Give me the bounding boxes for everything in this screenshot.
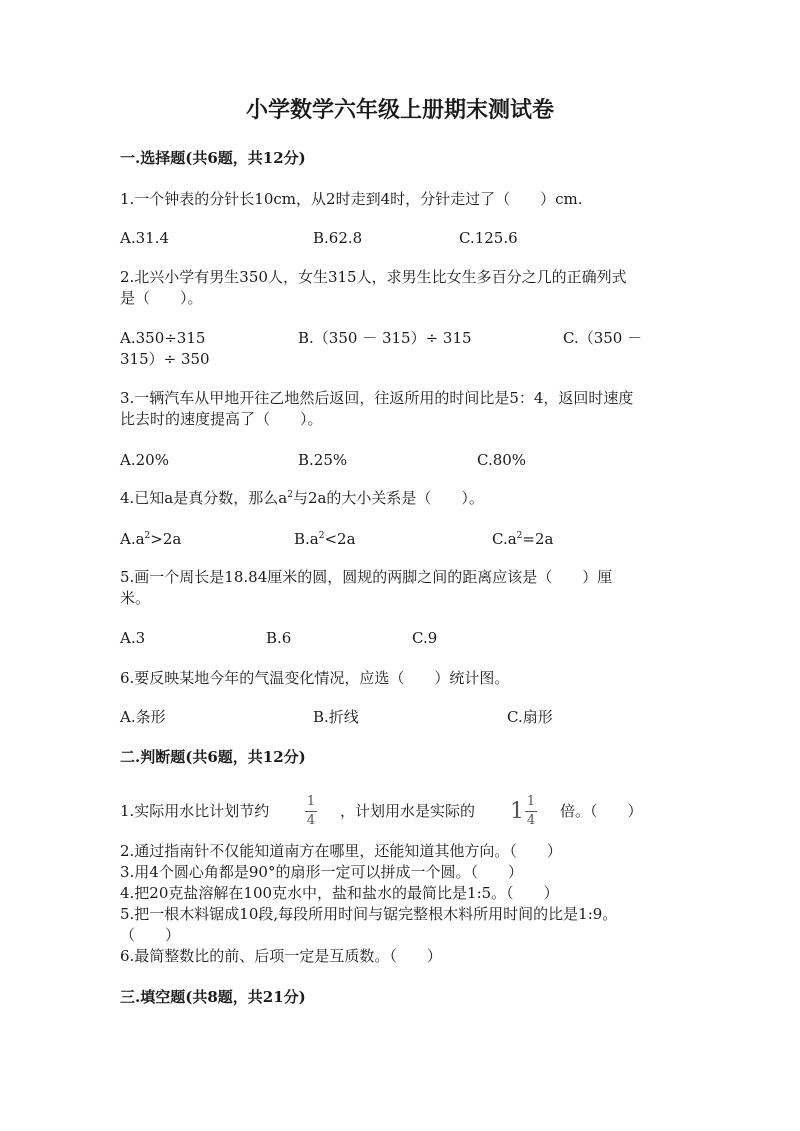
mixed-fraction-bar (525, 811, 537, 812)
question-5-option-c: C.9 (412, 629, 438, 647)
question-3-option-b: B.25% (298, 451, 348, 469)
fraction-one-quarter (305, 795, 317, 828)
question-2-stem-line1: 2.北兴小学有男生350人，女生315人，求男生比女生多百分之几的正确列式 (120, 268, 627, 286)
question-4-option-a: $A.a^2>2a$ (120, 530, 182, 548)
question-2-stem-line2: 是（ ）。 (120, 289, 203, 307)
question-3-stem-line2: 比去时的速度提高了（ ）。 (120, 410, 323, 428)
question-5-option-a: A.3 (120, 629, 146, 647)
judgment-2: 2.通过指南针不仅能知道南方在哪里，还能知道其他方向。（ ） (120, 842, 562, 860)
question-1-stem: 1.一个钟表的分针长10cm，从2时走到4时，分针走过了（ ）cm. (120, 190, 583, 208)
judgment-5: 5.把一根木料锯成10段,每段所用时间与锯完整根木料所用时间的比是1:9。 (120, 905, 618, 923)
fraction-numerator: 1 (306, 794, 316, 809)
question-1-option-a: A.31.4 (120, 229, 169, 247)
judgment-5-paren: （ ） (120, 926, 181, 944)
judgment-3: 3.用4个圆心角都是90°的扇形一定可以拼成一个圆。（ ） (120, 863, 523, 881)
question-4-option-b: $B.a^2<2a$ (294, 530, 356, 548)
fraction-bar (305, 811, 317, 812)
question-6-option-a: A.条形 (120, 708, 166, 726)
judgment-1-text-post: 倍。（ ） (560, 802, 643, 820)
question-3-option-a: A.20% (120, 451, 169, 469)
question-5-stem-line2: 米。 (120, 589, 151, 607)
question-2-option-b: B.（350 － 315）÷ 315 (298, 329, 472, 347)
question-3-stem-line1: 3.一辆汽车从甲地开往乙地然后返回，往返所用的时间比是5：4，返回时速度 (120, 389, 634, 407)
mixed-denominator: 4 (526, 813, 536, 828)
question-5-stem-line1: 5.画一个周长是18.84厘米的圆，圆规的两脚之间的距离应该是（ ）厘 (120, 568, 613, 586)
judgment-4: 4.把20克盐溶解在100克水中，盐和盐水的最简比是1:5。（ ） (120, 884, 559, 902)
question-2-option-a: A.350÷315 (120, 329, 206, 347)
question-4-option-c: $C.a^2=2a$ (492, 530, 554, 548)
judgment-1-text-pre: 1.实际用水比计划节约 (120, 802, 270, 820)
question-2-option-c: C.（350 － (563, 329, 643, 347)
section-heading-judgment: 二.判断题(共6题，共12分) (120, 748, 306, 766)
mixed-whole: 1 (510, 799, 524, 824)
question-4-stem: 4.已知a是真分数，那么$a^2$与2a的大小关系是（ ）。 (120, 489, 484, 507)
question-6-option-b: B.折线 (313, 708, 359, 726)
section-heading-choice: 一.选择题(共6题，共12分) (120, 149, 306, 167)
page-title: 小学数学六年级上册期末测试卷 (245, 97, 554, 123)
question-2-option-c-continued: 315）÷ 350 (120, 350, 210, 368)
question-3-option-c: C.80% (477, 451, 527, 469)
fraction-denominator: 4 (306, 813, 316, 828)
mixed-number-one-and-quarter (510, 795, 537, 828)
mixed-numerator: 1 (526, 794, 536, 809)
mixed-fraction (525, 795, 537, 828)
question-5-option-b: B.6 (266, 629, 292, 647)
section-heading-fill-blank: 三.填空题(共8题，共21分) (120, 988, 306, 1006)
question-1-option-c: C.125.6 (459, 229, 518, 247)
judgment-6: 6.最简整数比的前、后项一定是互质数。（ ） (120, 947, 442, 965)
question-6-option-c: C.扇形 (507, 708, 553, 726)
question-6-stem: 6.要反映某地今年的气温变化情况，应选（ ）统计图。 (120, 669, 510, 687)
question-1-option-b: B.62.8 (313, 229, 363, 247)
judgment-1-text-mid: ，计划用水是实际的 (340, 802, 476, 820)
